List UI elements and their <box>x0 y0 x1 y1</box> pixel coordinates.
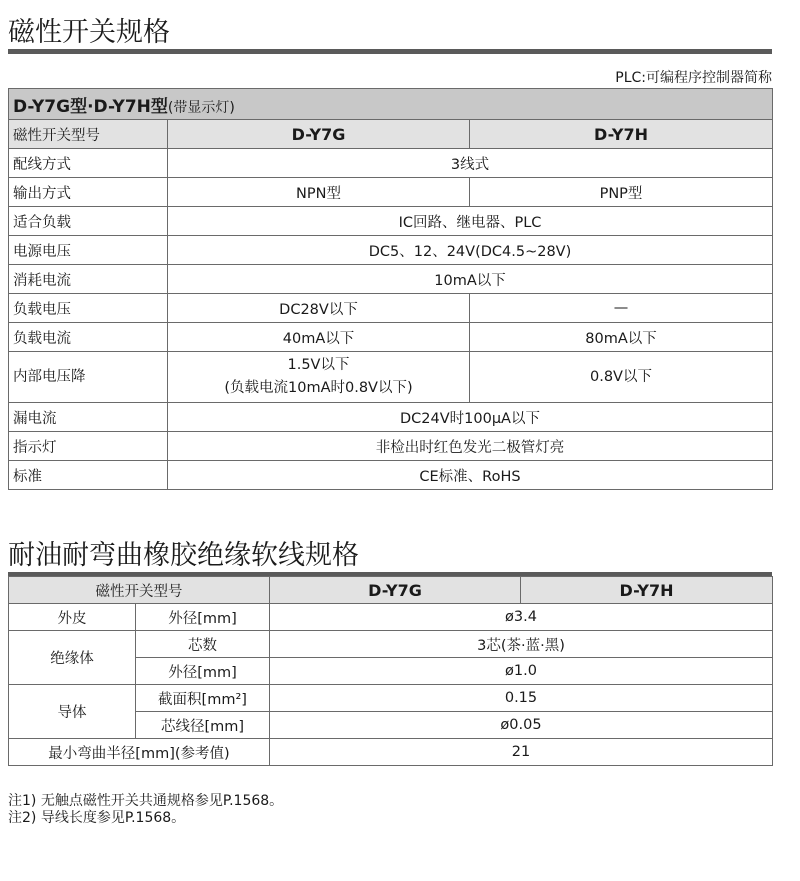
table-row <box>9 149 773 178</box>
row-value-cores: 3芯(茶·蓝·黑) <box>270 631 773 658</box>
row-sub-area: 截面积[mm²] <box>136 685 270 712</box>
row-value-area: 0.15 <box>270 685 773 712</box>
table-row <box>9 178 773 207</box>
row-label-sheath: 外皮 <box>9 604 136 631</box>
row-value-voltage-drop-h: 0.8V以下 <box>470 352 773 403</box>
col-model-h: D-Y7H <box>470 120 773 149</box>
row-value-output-g: NPN型 <box>168 178 470 207</box>
row-label-insulator: 绝缘体 <box>9 631 136 685</box>
row-value-voltage-drop-g <box>168 352 470 403</box>
row-sub-insulator-od: 外径[mm] <box>136 658 270 685</box>
cable-spec-table <box>8 576 773 766</box>
table-row <box>9 294 773 323</box>
row-sub-wire-diameter: 芯线径[mm] <box>136 712 270 739</box>
row-sub-cores: 芯数 <box>136 631 270 658</box>
row-value-indicator: 非检出时红色发光二极管灯亮 <box>168 432 773 461</box>
table-row <box>9 265 773 294</box>
row-sub-sheath-od: 外径[mm] <box>136 604 270 631</box>
row-value-leakage: DC24V时100μA以下 <box>168 403 773 432</box>
plc-note: PLC:可编程序控制器简称 <box>615 70 772 86</box>
row-value-sheath-od: ø3.4 <box>270 604 773 631</box>
section-title-cable-spec: 耐油耐弯曲橡胶绝缘软线规格 <box>8 540 359 571</box>
col-model-h: D-Y7H <box>521 577 773 604</box>
table-head-title: D-Y7G型·D-Y7H型 <box>13 96 168 117</box>
row-label-output: 输出方式 <box>9 178 168 207</box>
row-label-standard: 标准 <box>9 461 168 490</box>
switch-spec-table <box>8 88 773 490</box>
table-row <box>9 432 773 461</box>
col-label-model: 磁性开关型号 <box>9 120 168 149</box>
table-row <box>9 323 773 352</box>
table-row <box>9 685 773 712</box>
row-label-power: 电源电压 <box>9 236 168 265</box>
row-label-load-voltage: 负载电压 <box>9 294 168 323</box>
row-value-power: DC5、12、24V(DC4.5~28V) <box>168 236 773 265</box>
table-row <box>9 403 773 432</box>
row-value-consumption: 10mA以下 <box>168 265 773 294</box>
table-row <box>9 352 773 403</box>
table-row <box>9 631 773 658</box>
row-value-load-current-g: 40mA以下 <box>168 323 470 352</box>
row-label-leakage: 漏电流 <box>9 403 168 432</box>
column-header-row <box>9 120 773 149</box>
row-value-wire-diameter: ø0.05 <box>270 712 773 739</box>
row-value-load-voltage-h: — <box>470 294 773 323</box>
footnotes <box>8 793 283 827</box>
footnote-1: 注1) 无触点磁性开关共通规格参见P.1568。 <box>8 793 284 809</box>
voltage-drop-g-line2: (负载电流10mA时0.8V以下) <box>224 380 413 396</box>
row-label-consumption: 消耗电流 <box>9 265 168 294</box>
col-model-g: D-Y7G <box>270 577 521 604</box>
column-header-row <box>9 577 773 604</box>
row-value-wiring: 3线式 <box>168 149 773 178</box>
row-label-load: 适合负载 <box>9 207 168 236</box>
row-label-indicator: 指示灯 <box>9 432 168 461</box>
table-row <box>9 207 773 236</box>
row-label-load-current: 负载电流 <box>9 323 168 352</box>
row-value-bend-radius: 21 <box>270 739 773 766</box>
table-row <box>9 236 773 265</box>
footnote-2: 注2) 导线长度参见P.1568。 <box>8 810 186 826</box>
col-label-model: 磁性开关型号 <box>9 577 270 604</box>
table-head-row <box>9 89 773 120</box>
table-row <box>9 739 773 766</box>
table-row <box>9 461 773 490</box>
voltage-drop-g-line1: 1.5V以下 <box>287 357 350 373</box>
row-value-load-current-h: 80mA以下 <box>470 323 773 352</box>
title-underline-bar <box>8 49 772 54</box>
table-row <box>9 604 773 631</box>
table-head <box>9 89 773 120</box>
row-label-bend-radius: 最小弯曲半径[mm](参考值) <box>9 739 270 766</box>
row-value-output-h: PNP型 <box>470 178 773 207</box>
row-value-load: IC回路、继电器、PLC <box>168 207 773 236</box>
row-label-voltage-drop: 内部电压降 <box>9 352 168 403</box>
row-label-wiring: 配线方式 <box>9 149 168 178</box>
row-label-conductor: 导体 <box>9 685 136 739</box>
col-model-g: D-Y7G <box>168 120 470 149</box>
row-value-load-voltage-g: DC28V以下 <box>168 294 470 323</box>
row-value-insulator-od: ø1.0 <box>270 658 773 685</box>
row-value-standard: CE标准、RoHS <box>168 461 773 490</box>
table-head-subtitle: (带显示灯) <box>167 99 235 116</box>
section-title-switch-spec: 磁性开关规格 <box>8 17 170 48</box>
